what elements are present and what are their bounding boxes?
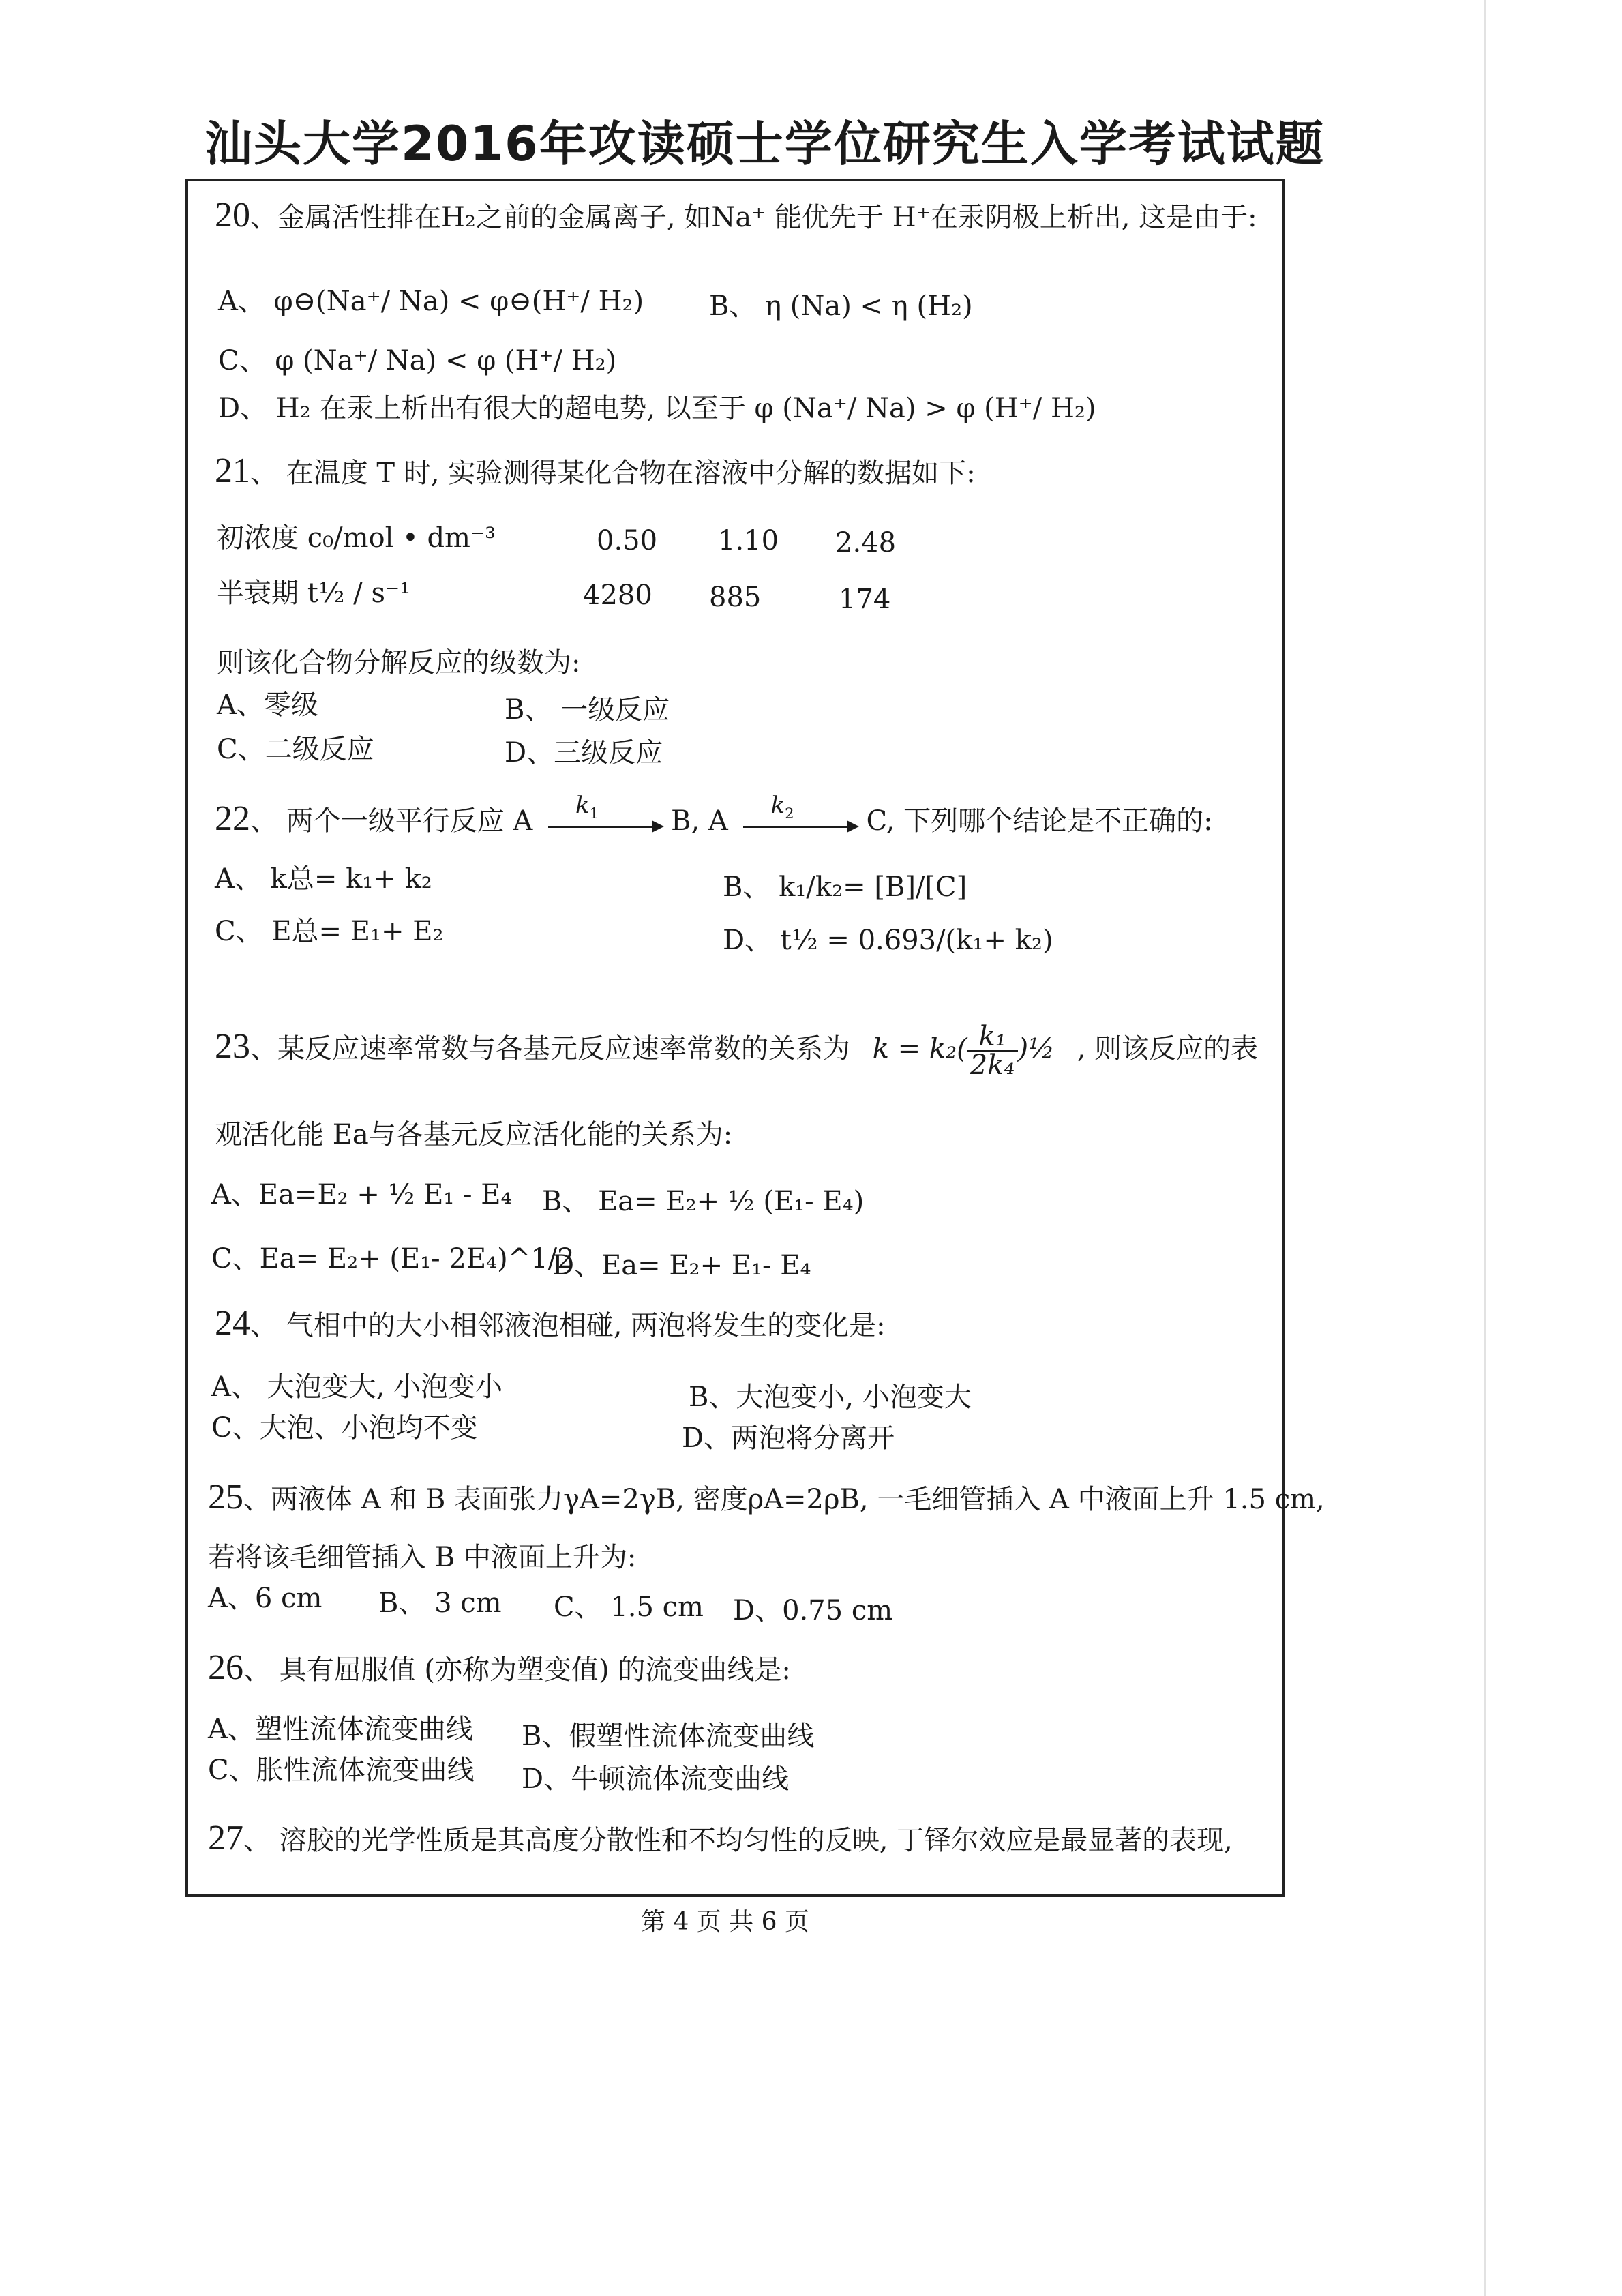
table-row-label-halflife: 半衰期 t½ / s⁻¹ — [217, 578, 411, 609]
question-number: 23 — [215, 1027, 250, 1066]
question-number: 25 — [208, 1478, 243, 1517]
table-cell: 4280 — [583, 580, 652, 611]
table-cell: 2.48 — [835, 527, 897, 558]
table-row-label-concentration: 初浓度 c₀/mol • dm⁻³ — [217, 522, 496, 554]
q26-option-d: D、牛顿流体流变曲线 — [522, 1763, 790, 1795]
question-21-stem — [215, 450, 976, 492]
question-26-stem — [208, 1647, 791, 1689]
question-text: C, 下列哪个结论是不正确的: — [866, 805, 1213, 837]
reaction-arrow-k1: $k_1$ — [548, 809, 664, 837]
question-text: 、某反应速率常数与各基元反应速率常数的关系为 — [250, 1033, 850, 1064]
question-23-stem — [215, 1023, 1258, 1079]
q20-option-d: D、 H₂ 在汞上析出有很大的超电势, 以至于 φ (Na⁺/ Na) > φ (H⁺/ H₂) — [218, 393, 1096, 424]
q23-stem-continued: 观活化能 Ea与各基元反应活化能的关系为: — [215, 1119, 733, 1150]
q21-option-c: C、二级反应 — [217, 734, 374, 765]
table-cell: 885 — [709, 582, 762, 613]
question-number: 24 — [215, 1304, 250, 1343]
q20-option-c: C、 φ (Na⁺/ Na) < φ (H⁺/ H₂) — [218, 345, 617, 376]
question-text: 、 在温度 T 时, 实验测得某化合物在溶液中分解的数据如下: — [250, 458, 976, 489]
question-24-stem — [215, 1302, 886, 1345]
q25-option-c: C、 1.5 cm — [554, 1592, 704, 1623]
q21-option-a: A、零级 — [217, 689, 318, 721]
rate-formula: k = k₂( $\frac{\text{k₁}}{\text{2k₄}}$ )½ — [872, 1021, 1055, 1081]
reaction-arrow-k2: $k_2$ — [743, 809, 859, 837]
page-number: 第 4 页 共 6 页 — [641, 1908, 810, 1936]
q24-option-a: A、 大泡变大, 小泡变小 — [211, 1371, 503, 1403]
question-number: 27 — [208, 1819, 243, 1858]
q22-option-d: D、 t½ = 0.693/(k₁+ k₂) — [723, 925, 1053, 956]
q25-option-d: D、0.75 cm — [733, 1595, 893, 1626]
q21-option-d: D、三级反应 — [505, 737, 663, 769]
q21-question: 则该化合物分解反应的级数为: — [217, 647, 581, 679]
q21-option-b: B、 一级反应 — [505, 694, 670, 726]
question-20-stem — [215, 194, 1257, 237]
question-text: , 则该反应的表 — [1077, 1033, 1259, 1064]
question-text: 、 溶胶的光学性质是其高度分散性和不均匀性的反映, 丁铎尔效应是最显著的表现, — [243, 1825, 1233, 1856]
q26-option-c: C、胀性流体流变曲线 — [208, 1755, 475, 1786]
q24-option-b: B、大泡变小, 小泡变大 — [689, 1382, 972, 1413]
question-text: 、两液体 A 和 B 表面张力γA=2γB, 密度ρA=2ρB, 一毛细管插入 A 中液面上升 1.5 cm, — [243, 1484, 1325, 1515]
q22-option-a: A、 k总= k₁+ k₂ — [215, 863, 432, 895]
q26-option-a: A、塑性流体流变曲线 — [208, 1714, 473, 1745]
table-cell: 0.50 — [597, 525, 658, 556]
q23-option-b: B、 Ea= E₂+ ½ (E₁- E₄) — [542, 1186, 865, 1217]
q25-option-a: A、6 cm — [208, 1583, 322, 1614]
q24-option-c: C、大泡、小泡均不变 — [211, 1412, 478, 1444]
question-25-stem — [208, 1476, 1325, 1519]
question-22-stem — [215, 792, 1213, 840]
q22-option-c: C、 E总= E₁+ E₂ — [215, 916, 444, 947]
question-text: B, A — [671, 805, 728, 837]
q25-option-b: B、 3 cm — [378, 1587, 502, 1619]
scan-edge-shadow — [1484, 0, 1486, 2296]
q20-option-a: A、 φ⊖(Na⁺/ Na) < φ⊖(H⁺/ H₂) — [218, 286, 644, 317]
question-text: 、 具有屈服值 (亦称为塑变值) 的流变曲线是: — [243, 1654, 791, 1686]
q23-option-c: C、Ea= E₂+ (E₁- 2E₄)^1/2 — [211, 1243, 575, 1274]
question-27-stem — [208, 1817, 1233, 1860]
question-text: 、金属活性排在H₂之前的金属离子, 如Na⁺ 能优先于 H⁺在汞阴极上析出, 这是由于: — [250, 202, 1257, 233]
q26-option-b: B、假塑性流体流变曲线 — [522, 1720, 815, 1752]
page-title: 汕头大学2016年攻读硕士学位研究生入学考试试题 — [205, 116, 1325, 172]
question-number: 26 — [208, 1648, 243, 1687]
table-cell: 1.10 — [718, 525, 779, 556]
q22-option-b: B、 k₁/k₂= [B]/[C] — [723, 871, 967, 903]
question-number: 20 — [215, 196, 250, 235]
q23-option-a: A、Ea=E₂ + ½ E₁ - E₄ — [211, 1179, 512, 1210]
question-text: 、 两个一级平行反应 A — [250, 805, 533, 837]
q24-option-d: D、两泡将分离开 — [682, 1422, 895, 1454]
question-text: 、 气相中的大小相邻液泡相碰, 两泡将发生的变化是: — [250, 1310, 886, 1341]
question-number: 22 — [215, 799, 250, 838]
question-number: 21 — [215, 451, 250, 490]
table-cell: 174 — [839, 584, 891, 615]
q23-option-d: D、Ea= E₂+ E₁- E₄ — [552, 1250, 811, 1281]
q25-stem-continued: 若将该毛细管插入 B 中液面上升为: — [208, 1542, 637, 1573]
q20-option-b: B、 η (Na) < η (H₂) — [709, 290, 973, 322]
